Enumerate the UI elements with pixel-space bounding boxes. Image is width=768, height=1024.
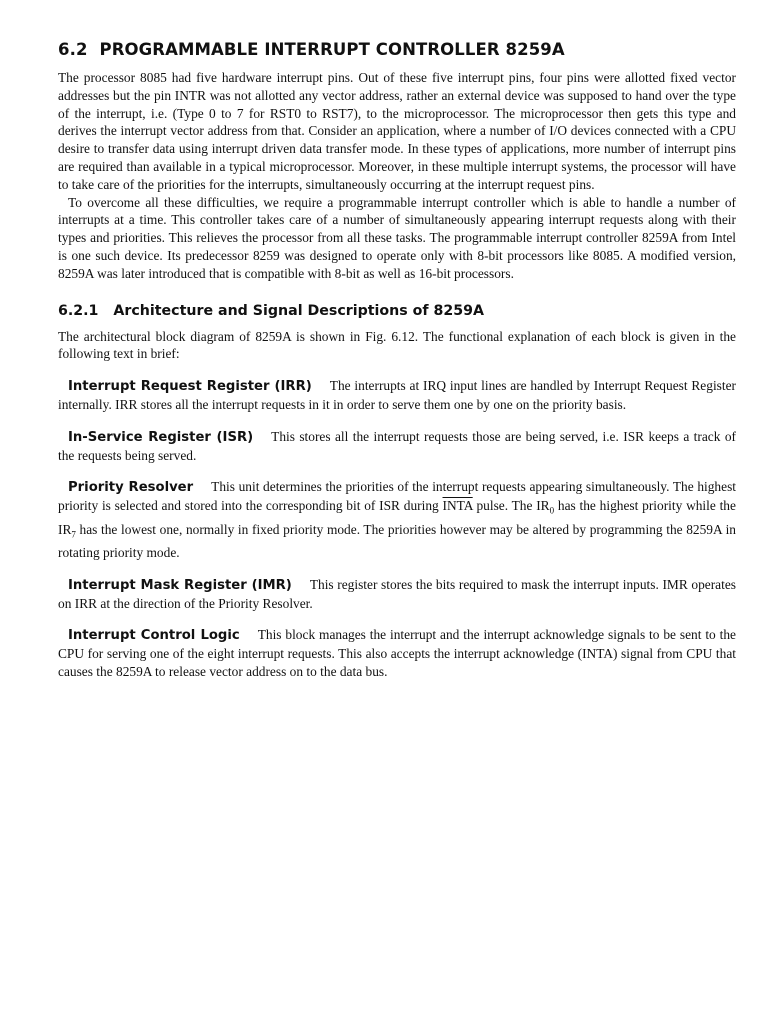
document-page [58, 40, 736, 681]
section-number: 6.2 [58, 40, 88, 59]
block-irr [58, 377, 736, 414]
paragraph-intro-2: To overcome all these difficulties, we require a programmable interrupt controller which is able to handle a number of interrupts at a time. This controller takes care of a number of simultaneously appearing interrupt requests along with their types and priorities. This relieves the processor from all these tasks. The programmable interrupt controller 8259A from Intel is one such device. Its predecessor 8259 was designed to operate only with 8-bit processors like 8085. A modified version, 8259A was later introduced that is compatible with 8-bit as well as 16-bit processors. [58, 194, 736, 281]
block-imr-term: Interrupt Mask Register (IMR) [68, 577, 292, 593]
block-icl-text: This block manages the interrupt and the interrupt acknowledge signals to be sent to the CPU for serving one of the eight interrupt requests. This also accepts the interrupt acknowledge (INTA) signal from CPU that causes the 8259A to release vector address on to the data bus. [58, 627, 737, 680]
subsection-title: Architecture and Signal Descriptions of 8259A [113, 302, 484, 319]
section-heading [58, 40, 736, 59]
block-icl-term: Interrupt Control Logic [68, 628, 240, 644]
inta-signal: INTA [442, 498, 473, 514]
ir0-label [536, 498, 555, 516]
block-pr-text-a: This unit determines the priorities of the interrupt requests appearing simultaneously. The highest priority is selected and stored into the corresponding bit of ISR during [58, 479, 737, 514]
paragraph-intro-1: The processor 8085 had five hardware interrupt pins. Out of these five interrupt pins, four pins were allotted fixed vector addresses but the pin INTR was not allotted any vector address, rather an external device was supposed to hand over the type of the interrupt, i.e. (Type 0 to 7 for RST0 to RST7), to the microprocessor. The microprocessor then gets this type and derives the interrupt vector address from that. Consider an application, where a number of I/O devices connected with a CPU desire to transfer data using interrupt driven data transfer mode. In these types of applications, more number of interrupt pins are required than available in a typical microprocessor. Moreover, in these multiple interrupt systems, the processor will have to take care of the priorities for the interrupts, simultaneously occurring at the interrupt request pins. [58, 70, 736, 192]
ir0-sub: 0 [549, 505, 555, 516]
block-imr-text: This register stores the bits required to mask the interrupt inputs. IMR operates on IRR at the direction of the Priority Resolver. [58, 576, 736, 611]
block-pr-term: Priority Resolver [68, 480, 194, 496]
subsection-intro: The architectural block diagram of 8259A is shown in Fig. 6.12. The functional explanation of each block is given in the following text in brief: [58, 328, 736, 362]
block-icl [58, 626, 736, 680]
block-irr-text: The interrupts at IRQ input lines are handled by Interrupt Request Register internally. IRR stores all the interrupt requests in it in order to serve them one by one on the priority basis. [58, 378, 736, 412]
ir0-base: IR [536, 498, 550, 514]
subsection-heading [58, 303, 736, 319]
ir7-label [58, 521, 76, 540]
subsection-number: 6.2.1 [58, 302, 99, 319]
block-priority-resolver [58, 478, 736, 562]
ir7-sub: 7 [71, 529, 76, 540]
block-pr-text-b: pulse. The [476, 498, 533, 514]
section-title: PROGRAMMABLE INTERRUPT CONTROLLER 8259A [99, 40, 565, 59]
block-isr-term: In-Service Register (ISR) [68, 429, 254, 445]
block-isr [58, 428, 736, 465]
block-irr-term: Interrupt Request Register (IRR) [68, 379, 312, 395]
block-pr-text-c: has the highest priority while the [557, 498, 736, 514]
block-imr [58, 576, 736, 613]
block-pr-text-d: has the lowest one, normally in fixed priority mode. The priorities however may be altered by programming the 8259A in rotating priority mode. [58, 521, 736, 561]
ir7-base: IR [58, 521, 72, 537]
block-isr-text: This stores all the interrupt requests those are being served, i.e. ISR keeps a track of the requests being served. [58, 428, 736, 463]
